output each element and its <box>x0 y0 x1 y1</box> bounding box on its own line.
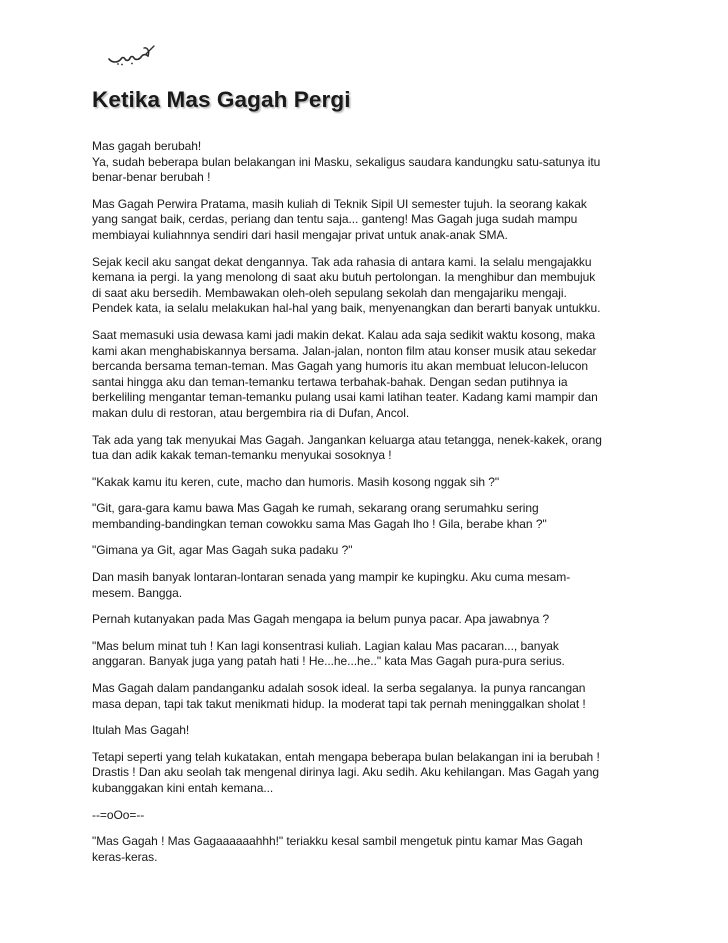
article-body <box>92 139 632 876</box>
paragraph <box>92 723 632 739</box>
paragraph-line: kubanggakan kini entah kemana... <box>92 781 274 795</box>
paragraph-line: membanding-bandingkan teman cowokku sama Mas Gagah lho ! Gila, berabe khan ?" <box>92 516 547 531</box>
paragraph-line: berkeliling mengantar teman-temanku pulang usai kami latihan teater. Kadang kami mampir dan <box>92 390 598 405</box>
paragraph <box>92 570 632 601</box>
paragraph-line: "Mas Gagah ! Mas Gagaaaaaahhh!" teriakku kesal sambil mengetuk pintu kamar Mas Gagah <box>92 834 583 849</box>
paragraph-line: Sejak kecil aku sangat dekat dengannya. Tak ada rahasia di antara kami. Ia selalu mengajakku <box>92 254 592 269</box>
paragraph <box>92 543 632 559</box>
paragraph-line: keras-keras. <box>92 849 158 864</box>
paragraph-line: santai hingga aku dan teman-temanku tertawa terbahak-bahak. Dengan sedan putihnya ia <box>92 374 568 389</box>
paragraph-line: yang sangat baik, cerdas, periang dan tentu saja... ganteng! Mas Gagah juga sudah mampu <box>92 212 578 227</box>
paragraph-line: Ya, sudah beberapa bulan belakangan ini Masku, sekaligus saudara kandungku satu-satunya itu <box>92 154 601 169</box>
page-title: Ketika Mas Gagah Pergi <box>92 87 351 112</box>
paragraph-line: Tetapi seperti yang telah kukatakan, entah mengapa beberapa bulan belakangan ini ia berubah ! <box>92 749 600 764</box>
paragraph <box>92 808 632 824</box>
paragraph-line: Saat memasuki usia dewasa kami jadi makin dekat. Kalau ada saja sedikit waktu kosong, maka <box>92 327 596 342</box>
paragraph-line: Drastis ! Dan aku seolah tak mengenal dirinya lagi. Aku sedih. Aku kehilangan. Mas Gagah yang <box>92 765 599 780</box>
paragraph-line: --=oOo=-- <box>92 807 145 822</box>
paragraph-line: mesem. Bangga. <box>92 585 183 600</box>
paragraph <box>92 750 632 797</box>
paragraph-line: di saat aku bersedih. Membawakan oleh-oleh sepulang sekolah dan mengajariku mengaji. <box>92 285 567 300</box>
paragraph-line: benar-benar berubah ! <box>92 170 211 185</box>
paragraph-line: kami akan menghabiskannya bersama. Jalan-jalan, nonton film atau konser musik atau sekedar <box>92 343 597 358</box>
paragraph-line: Mas gagah berubah! <box>92 139 202 153</box>
paragraph <box>92 328 632 422</box>
paragraph <box>92 501 632 532</box>
paragraph-line: Itulah Mas Gagah! <box>92 723 190 738</box>
paragraph-line: Tak ada yang tak menyukai Mas Gagah. Jangankan keluarga atau tetangga, nenek-kakek, orang <box>92 432 602 447</box>
paragraph <box>92 681 632 712</box>
paragraph <box>92 433 632 464</box>
paragraph-line: kemana ia pergi. Ia yang menolong di saat aku butuh pertolongan. Ia menghibur dan membujuk <box>92 270 596 285</box>
paragraph <box>92 834 632 865</box>
paragraph-line: bercanda bersama teman-teman. Mas Gagah yang humoris itu akan membuat lelucon-lelucon <box>92 359 589 374</box>
paragraph-line: "Gimana ya Git, agar Mas Gagah suka padaku ?" <box>92 543 353 558</box>
paragraph-line: anggaran. Banyak juga yang patah hati ! He...he...he.." kata Mas Gagah pura-pura serius. <box>92 654 565 669</box>
paragraph <box>92 197 632 244</box>
paragraph <box>92 475 632 491</box>
calligraphy-ornament-icon <box>106 42 158 66</box>
paragraph-line: "Git, gara-gara kamu bawa Mas Gagah ke rumah, sekarang orang serumahku sering <box>92 501 539 516</box>
paragraph-line: Mas Gagah Perwira Pratama, masih kuliah di Teknik Sipil UI semester tujuh. Ia seorang kakak <box>92 196 587 211</box>
paragraph-line: makan dulu di restoran, atau bergembira ria di Dufan, Ancol. <box>92 405 410 420</box>
paragraph <box>92 612 632 628</box>
paragraph-line: masa depan, tapi tak takut menikmati hidup. Ia moderat tapi tak pernah meninggalkan sholat ! <box>92 696 586 711</box>
paragraph-line: Mas Gagah dalam pandanganku adalah sosok ideal. Ia serba segalanya. Ia punya rancangan <box>92 681 586 696</box>
paragraph-line: Pendek kata, ia selalu melakukan hal-hal yang baik, menyenangkan dan berarti banyak untukku. <box>92 301 601 316</box>
paragraph-line: tua dan adik kakak teman-temanku menyukai sosoknya ! <box>92 448 392 463</box>
paragraph-line: "Kakak kamu itu keren, cute, macho dan humoris. Masih kosong nggak sih ?" <box>92 474 500 489</box>
paragraph <box>92 255 632 317</box>
paragraph-line: "Mas belum minat tuh ! Kan lagi konsentrasi kuliah. Lagian kalau Mas pacaran..., banyak <box>92 638 559 653</box>
paragraph <box>92 639 632 670</box>
paragraph-line: Pernah kutanyakan pada Mas Gagah mengapa ia belum punya pacar. Apa jawabnya ? <box>92 612 550 627</box>
paragraph-line: membiayai kuliahnnya sendiri dari hasil mengajar privat untuk anak-anak SMA. <box>92 227 508 242</box>
paragraph-line: Dan masih banyak lontaran-lontaran senada yang mampir ke kupingku. Aku cuma mesam- <box>92 570 571 585</box>
paragraph <box>92 139 632 186</box>
